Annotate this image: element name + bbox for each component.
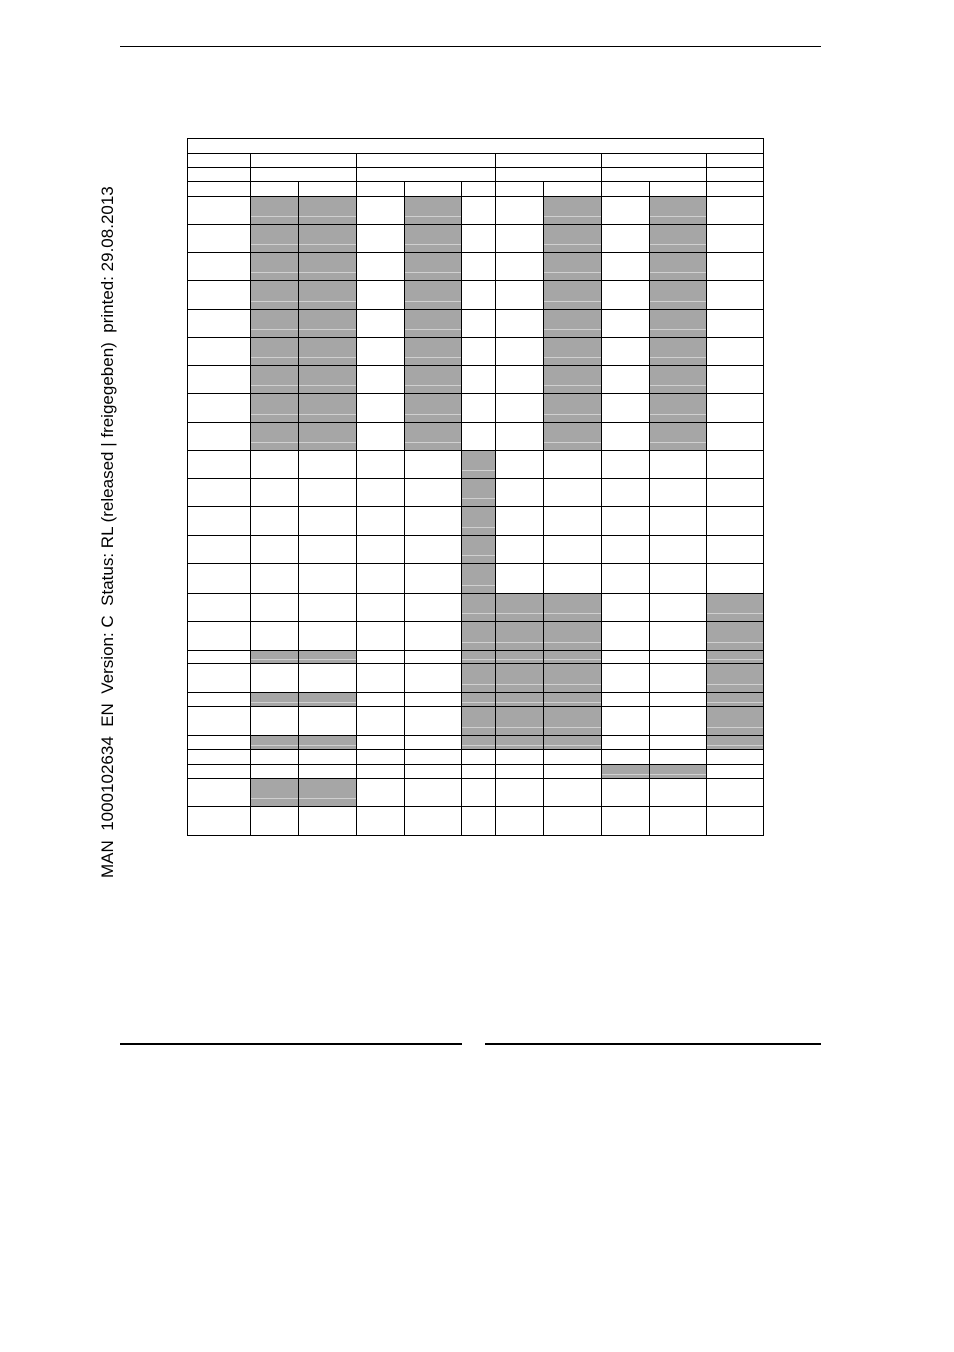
table-cell-shaded [649, 422, 706, 450]
table-row-line [187, 650, 764, 651]
shade-highlight [250, 244, 298, 245]
shade-highlight [250, 442, 298, 443]
shade-highlight [649, 244, 706, 245]
shade-highlight [543, 642, 601, 643]
table-row-line [187, 181, 764, 182]
table-cell-shaded [543, 365, 601, 393]
table-cell-shaded [298, 309, 356, 337]
table-cell-shaded [543, 621, 601, 650]
shade-highlight [298, 216, 356, 217]
table-column-line [356, 181, 357, 836]
table-cell-shaded [543, 252, 601, 280]
table-group-line [495, 153, 496, 181]
table-row-line [187, 692, 764, 693]
table-row-line [187, 309, 764, 310]
shade-highlight [250, 216, 298, 217]
table-cell-shaded [461, 506, 495, 535]
shade-highlight [250, 272, 298, 273]
table-cell-shaded [298, 196, 356, 224]
table-cell-shaded [543, 663, 601, 692]
table-cell-shaded [706, 706, 763, 735]
shade-highlight [543, 613, 601, 614]
shade-highlight [495, 659, 543, 660]
shade-highlight [298, 357, 356, 358]
shade-highlight [649, 385, 706, 386]
table-cell-shaded [543, 692, 601, 706]
shade-highlight [495, 613, 543, 614]
table-column-line [543, 181, 544, 836]
table-group-line [250, 153, 251, 181]
table-cell-shaded [649, 309, 706, 337]
shade-highlight [461, 684, 495, 685]
table-cell-shaded [543, 735, 601, 749]
shade-highlight [706, 684, 763, 685]
shade-highlight [404, 414, 461, 415]
table-cell-shaded [543, 280, 601, 309]
table-cell-shaded [250, 280, 298, 309]
shade-highlight [649, 774, 706, 775]
table-cell-shaded [495, 706, 543, 735]
table-cell-shaded [706, 621, 763, 650]
shade-highlight [601, 774, 649, 775]
table-cell-shaded [250, 365, 298, 393]
shade-highlight [495, 642, 543, 643]
table-cell-shaded [298, 778, 356, 806]
table-cell-shaded [250, 650, 298, 663]
shade-highlight [404, 385, 461, 386]
table-cell-shaded [298, 422, 356, 450]
shade-highlight [543, 659, 601, 660]
table-cell-shaded [404, 422, 461, 450]
table-group-line [706, 153, 707, 181]
table-cell-shaded [706, 692, 763, 706]
shade-highlight [250, 357, 298, 358]
table-row-line [187, 749, 764, 750]
shade-highlight [649, 357, 706, 358]
table-cell-shaded [298, 393, 356, 422]
table-row-line [187, 450, 764, 451]
table-cell-shaded [404, 196, 461, 224]
shade-highlight [649, 442, 706, 443]
table-row-line [187, 621, 764, 622]
table-cell-shaded [250, 735, 298, 749]
table-row-line [187, 153, 764, 154]
table-row-line [187, 393, 764, 394]
table-cell-shaded [543, 422, 601, 450]
table-column-line [706, 181, 707, 836]
table-cell-shaded [298, 365, 356, 393]
table-row-line [187, 365, 764, 366]
table-column-line [298, 181, 299, 836]
table-cell-shaded [404, 309, 461, 337]
shade-highlight [404, 301, 461, 302]
shade-highlight [495, 727, 543, 728]
shade-highlight [706, 702, 763, 703]
table-cell-shaded [298, 252, 356, 280]
shade-highlight [298, 301, 356, 302]
shade-highlight [461, 727, 495, 728]
shade-highlight [543, 272, 601, 273]
table-cell-shaded [461, 563, 495, 593]
table-cell-shaded [543, 224, 601, 252]
table-cell-shaded [706, 650, 763, 663]
shade-highlight [706, 642, 763, 643]
table-cell-shaded [649, 196, 706, 224]
shade-highlight [543, 357, 601, 358]
shade-highlight [298, 798, 356, 799]
footer-rule-right [485, 1043, 821, 1045]
shade-highlight [250, 659, 298, 660]
table-cell-shaded [461, 621, 495, 650]
table-cell-shaded [461, 593, 495, 621]
shade-highlight [298, 244, 356, 245]
table-cell-shaded [250, 337, 298, 365]
footer-rule-left [120, 1043, 462, 1045]
table-column-line [250, 181, 251, 836]
table-cell-shaded [495, 735, 543, 749]
table-cell-shaded [495, 663, 543, 692]
table-row-line [187, 593, 764, 594]
shade-highlight [706, 613, 763, 614]
shade-highlight [298, 385, 356, 386]
shade-highlight [649, 216, 706, 217]
table-cell-shaded [404, 280, 461, 309]
table-cell-shaded [543, 393, 601, 422]
table-cell-shaded [298, 337, 356, 365]
shade-highlight [298, 414, 356, 415]
shade-highlight [649, 329, 706, 330]
shade-highlight [706, 659, 763, 660]
table-cell-shaded [543, 309, 601, 337]
shade-highlight [649, 301, 706, 302]
shade-highlight [250, 702, 298, 703]
sidebar-document-info: MAN 1000102634 EN Version: C Status: RL (released | freigegeben) printed: 29.08.2013 [98, 186, 117, 878]
table-cell-shaded [601, 764, 649, 778]
shade-highlight [706, 727, 763, 728]
table-cell-shaded [495, 692, 543, 706]
shade-highlight [461, 470, 495, 471]
table-cell-shaded [649, 224, 706, 252]
shade-highlight [461, 498, 495, 499]
table-cell-shaded [404, 393, 461, 422]
table-row-line [187, 478, 764, 479]
table-cell-shaded [543, 650, 601, 663]
table-cell-shaded [298, 280, 356, 309]
shade-highlight [461, 585, 495, 586]
shade-highlight [495, 702, 543, 703]
table-row-line [187, 224, 764, 225]
table-row-line [187, 764, 764, 765]
table-cell-shaded [461, 535, 495, 563]
table-row-line [187, 563, 764, 564]
table-cell-shaded [461, 650, 495, 663]
shade-highlight [404, 272, 461, 273]
shade-highlight [298, 442, 356, 443]
shade-highlight [298, 745, 356, 746]
shade-highlight [543, 329, 601, 330]
table-cell-shaded [649, 365, 706, 393]
shade-highlight [543, 684, 601, 685]
table-row-line [187, 663, 764, 664]
shade-highlight [298, 329, 356, 330]
table-column-line [495, 181, 496, 836]
shade-highlight [250, 798, 298, 799]
shade-highlight [495, 684, 543, 685]
table-row-line [187, 706, 764, 707]
shade-highlight [250, 301, 298, 302]
table-cell-shaded [706, 663, 763, 692]
shade-highlight [543, 745, 601, 746]
shade-highlight [649, 414, 706, 415]
shade-highlight [543, 414, 601, 415]
table-cell-shaded [250, 422, 298, 450]
table-row-line [187, 835, 764, 836]
shade-highlight [461, 527, 495, 528]
table-cell-shaded [250, 252, 298, 280]
table-cell-shaded [404, 337, 461, 365]
shade-highlight [649, 272, 706, 273]
table-row-line [187, 735, 764, 736]
shade-highlight [404, 216, 461, 217]
table-cell-shaded [649, 764, 706, 778]
shade-highlight [706, 745, 763, 746]
table-cell-shaded [649, 252, 706, 280]
shade-highlight [250, 329, 298, 330]
table-row-line [187, 167, 764, 168]
table-cell-shaded [543, 196, 601, 224]
shade-highlight [250, 745, 298, 746]
shade-highlight [543, 385, 601, 386]
table-cell-shaded [649, 337, 706, 365]
shade-highlight [543, 442, 601, 443]
table-row-line [187, 280, 764, 281]
table-cell-shaded [461, 663, 495, 692]
shade-highlight [461, 745, 495, 746]
table-cell-shaded [495, 593, 543, 621]
table-cell-shaded [404, 252, 461, 280]
shade-highlight [461, 555, 495, 556]
table-group-line [356, 153, 357, 181]
table-row-line [187, 535, 764, 536]
table-row-line [187, 138, 764, 139]
shade-highlight [543, 702, 601, 703]
table-group-line [601, 153, 602, 181]
table-cell-shaded [298, 735, 356, 749]
table-cell-shaded [250, 692, 298, 706]
table-column-line [601, 181, 602, 836]
table-column-line [461, 181, 462, 836]
table-cell-shaded [543, 706, 601, 735]
table-cell-shaded [461, 450, 495, 478]
shade-highlight [461, 659, 495, 660]
shade-highlight [298, 702, 356, 703]
table-cell-shaded [649, 280, 706, 309]
table-cell-shaded [543, 593, 601, 621]
table-cell-shaded [706, 593, 763, 621]
table-border-line [763, 138, 764, 836]
table-row-line [187, 778, 764, 779]
shade-highlight [298, 659, 356, 660]
table-cell-shaded [250, 196, 298, 224]
shade-highlight [404, 357, 461, 358]
table-row-line [187, 806, 764, 807]
table-cell-shaded [461, 692, 495, 706]
table-cell-shaded [706, 735, 763, 749]
table-row-line [187, 252, 764, 253]
table-cell-shaded [404, 224, 461, 252]
table-cell-shaded [250, 393, 298, 422]
table-cell-shaded [404, 365, 461, 393]
table-cell-shaded [298, 650, 356, 663]
shade-highlight [461, 642, 495, 643]
shade-highlight [298, 272, 356, 273]
table-row-line [187, 337, 764, 338]
table-cell-shaded [495, 621, 543, 650]
shade-highlight [461, 702, 495, 703]
table-cell-shaded [543, 337, 601, 365]
table-row-line [187, 506, 764, 507]
table-cell-shaded [298, 224, 356, 252]
shade-highlight [543, 301, 601, 302]
table-cell-shaded [298, 692, 356, 706]
table-cell-shaded [495, 650, 543, 663]
table-border-line [187, 138, 188, 836]
table-cell-shaded [461, 735, 495, 749]
table-column-line [649, 181, 650, 836]
shade-highlight [543, 216, 601, 217]
table-cell-shaded [461, 478, 495, 506]
table-row-line [187, 422, 764, 423]
table-row-line [187, 196, 764, 197]
shade-highlight [250, 385, 298, 386]
shade-highlight [250, 414, 298, 415]
table-cell-shaded [250, 224, 298, 252]
table-column-line [404, 181, 405, 836]
shade-highlight [495, 745, 543, 746]
shade-highlight [461, 613, 495, 614]
shade-highlight [543, 727, 601, 728]
shade-highlight [543, 244, 601, 245]
shade-highlight [404, 329, 461, 330]
table-cell-shaded [649, 393, 706, 422]
table-cell-shaded [250, 309, 298, 337]
table-cell-shaded [250, 778, 298, 806]
table-cell-shaded [461, 706, 495, 735]
shade-highlight [404, 442, 461, 443]
shade-highlight [404, 244, 461, 245]
